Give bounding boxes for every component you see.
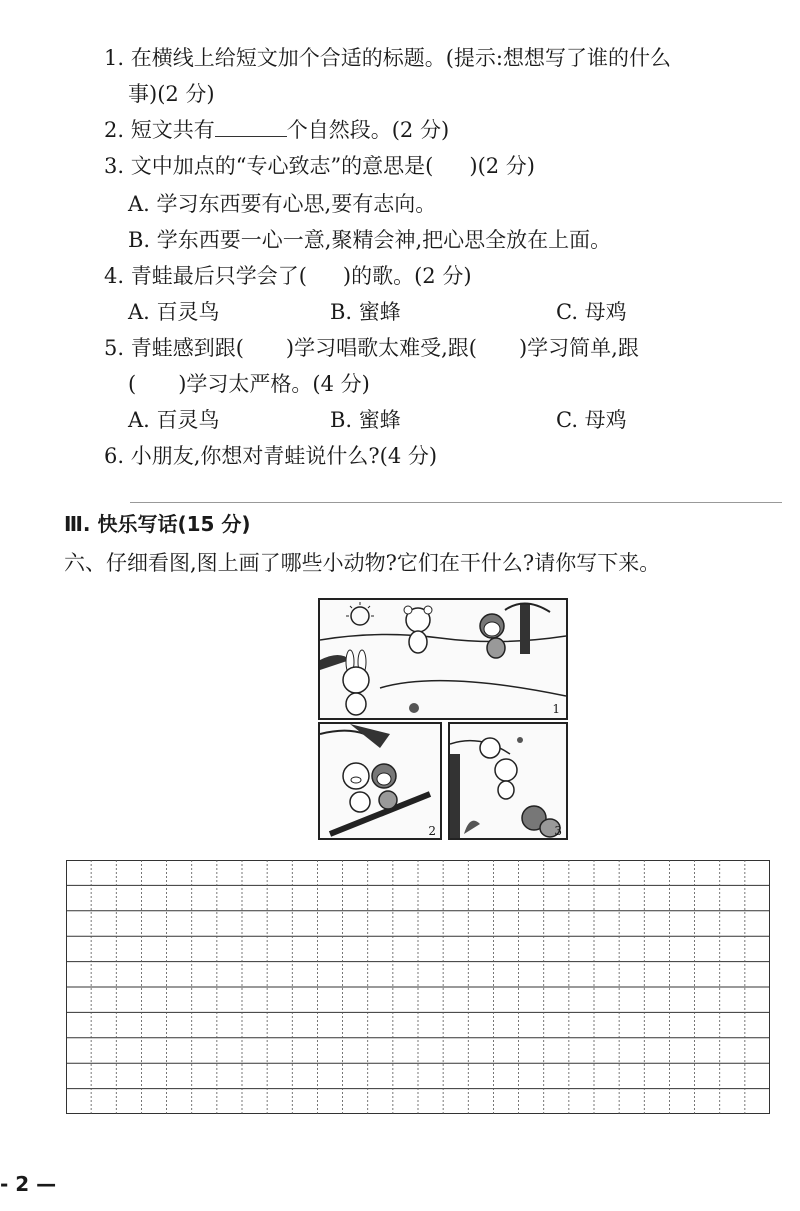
question-5-mid-2: )学习简单,跟 <box>518 336 639 360</box>
question-3-suffix: )(2 分) <box>469 154 535 178</box>
question-2 <box>104 116 449 144</box>
picture-2 <box>318 722 442 840</box>
question-5-option-a: A. 百灵鸟 <box>128 408 220 432</box>
question-4-option-c: C. 母鸡 <box>556 300 627 324</box>
question-4-suffix: )的歌。(2 分) <box>342 264 472 288</box>
page-number: - 2 — <box>0 1172 57 1196</box>
picture-2-number: 2 <box>428 824 436 838</box>
question-5-line-2-prefix: ( <box>128 372 137 396</box>
question-4-option-b: B. 蜜蜂 <box>330 300 401 324</box>
question-6: 6. 小朋友,你想对青蛙说什么?(4 分) <box>104 444 438 468</box>
answer-blank-paragraph-count[interactable] <box>215 116 287 137</box>
question-2-prefix: 2. 短文共有 <box>104 118 215 142</box>
question-5-mid-1: )学习唱歌太难受,跟( <box>285 336 477 360</box>
question-4-prefix: 4. 青蛙最后只学会了( <box>104 264 307 288</box>
section-3-title: Ⅲ. 快乐写话(15 分) <box>64 512 251 536</box>
question-5-option-b: B. 蜜蜂 <box>330 408 401 432</box>
writing-instruction: 六、仔细看图,图上画了哪些小动物?它们在干什么?请你写下来。 <box>64 551 661 575</box>
picture-1-number: 1 <box>552 702 560 716</box>
question-3 <box>104 152 535 180</box>
question-4 <box>104 262 472 290</box>
writing-grid[interactable] <box>66 860 770 1114</box>
question-5-line-2-suffix: )学习太严格。(4 分) <box>178 372 370 396</box>
question-1-line-2: 事)(2 分) <box>128 82 215 106</box>
question-3-prefix: 3. 文中加点的“专心致志”的意思是( <box>104 154 434 178</box>
question-1-line-1: 1. 在横线上给短文加个合适的标题。(提示:想想写了谁的什么 <box>104 46 671 70</box>
picture-3-number: 3 <box>554 824 562 838</box>
question-5-prefix: 5. 青蛙感到跟( <box>104 336 244 360</box>
question-2-suffix: 个自然段。(2 分) <box>286 118 450 142</box>
question-5-line-2 <box>128 370 370 398</box>
picture-3 <box>448 722 568 840</box>
section-divider <box>130 502 782 503</box>
question-4-option-a: A. 百灵鸟 <box>128 300 220 324</box>
question-3-option-b: B. 学东西要一心一意,聚精会神,把心思全放在上面。 <box>128 228 612 252</box>
question-3-option-a: A. 学习东西要有心思,要有志向。 <box>128 192 437 216</box>
question-5-line-1 <box>104 334 639 362</box>
question-5-option-c: C. 母鸡 <box>556 408 627 432</box>
picture-1 <box>318 598 568 720</box>
